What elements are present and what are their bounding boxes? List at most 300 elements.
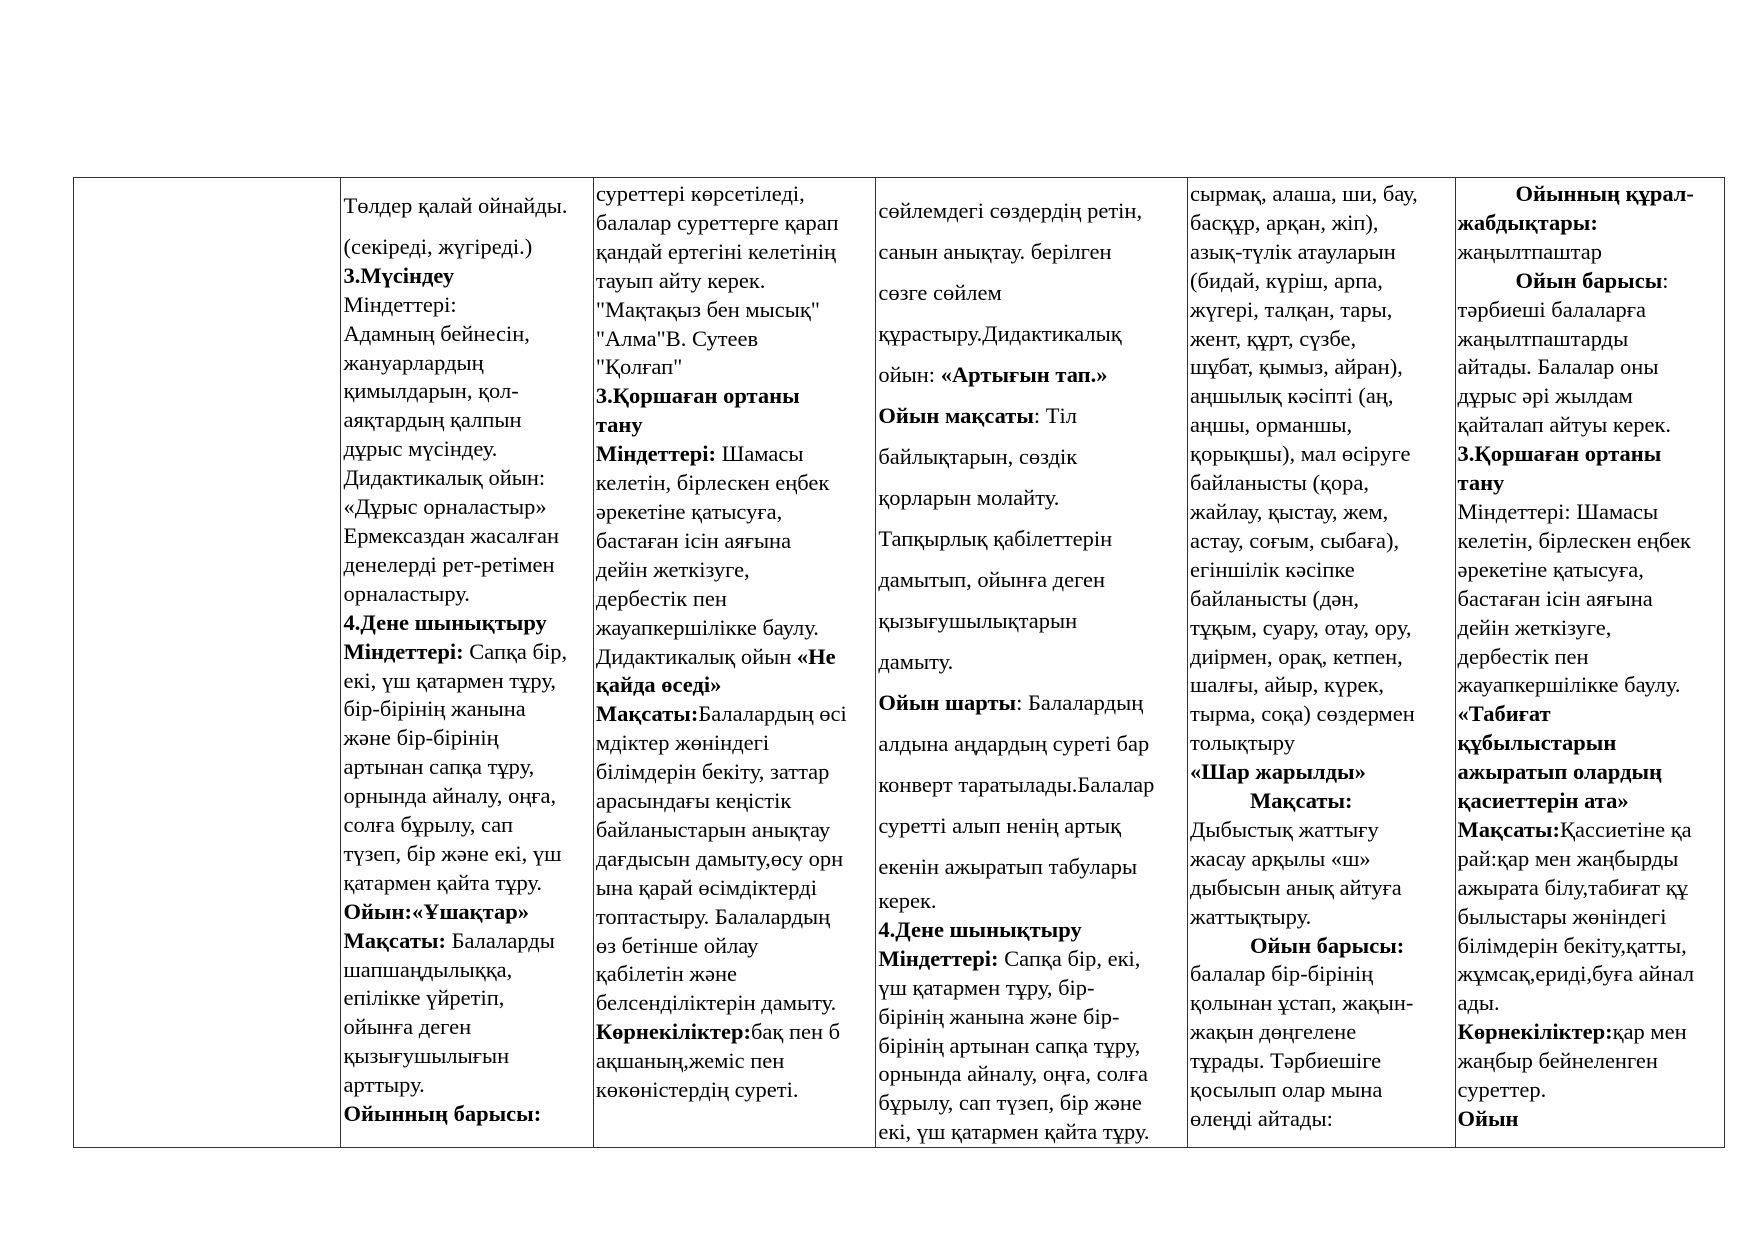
bold-text: құбылыстарын (1457, 730, 1617, 756)
text-line (1190, 440, 1452, 469)
plain-text: дамытып, ойынға деген (878, 567, 1106, 592)
text-line (1458, 816, 1723, 845)
plain-text: байланысты (қора, (1190, 470, 1369, 496)
text-line (343, 753, 590, 782)
text-line (1190, 1018, 1452, 1047)
bold-text: Ойын шарты (878, 690, 1017, 715)
table-row (74, 178, 1725, 1148)
text-line (878, 1003, 1185, 1032)
plain-text: бірінің жанына және бір- (878, 1003, 1120, 1029)
plain-text: ақшаның,жеміс пен (595, 1048, 785, 1074)
plain-text: ады. (1457, 990, 1500, 1016)
plain-text: екі, үш қатармен тұру, (343, 667, 556, 693)
text-line (1458, 989, 1723, 1018)
plain-text: сөзге сөйлем (878, 280, 1002, 305)
bold-text: Ойын барысы: (1250, 932, 1405, 958)
plain-text: дұрыс әрі жылдам (1457, 383, 1633, 409)
table-cell-5 (1188, 178, 1455, 1148)
text-line (596, 1076, 874, 1105)
plain-text: жауапкершілікке баулу. (595, 614, 819, 640)
text-line (1458, 325, 1723, 354)
text-line (1458, 440, 1723, 469)
text-line (1458, 353, 1723, 382)
plain-text: Міндеттері: Шамасы (1457, 498, 1659, 524)
text-line (878, 945, 1185, 974)
plain-text: қызығушылығын (343, 1043, 510, 1069)
bold-text: 4.Дене шынықтыру (343, 609, 547, 635)
plain-text: бірінің артынан сапқа тұру, (878, 1032, 1141, 1058)
plain-text: байланыстарын анықтау (595, 816, 831, 842)
text-line (878, 764, 1185, 805)
text-line (878, 313, 1185, 354)
text-line (343, 192, 590, 221)
text-line (1458, 758, 1723, 787)
text-line (878, 1060, 1185, 1089)
plain-text: "Қолғап" (595, 354, 683, 380)
table-cell-6 (1455, 178, 1725, 1148)
text-line (343, 262, 590, 291)
plain-text: жасау арқылы «ш» (1190, 845, 1371, 871)
plain-text: "Мақтақыз бен мысық" (595, 296, 820, 322)
plain-text: тәрбиеші балаларға (1457, 296, 1646, 322)
plain-text: суретті алып ненің артық (878, 813, 1122, 838)
plain-text: қабілетін және (595, 961, 737, 987)
plain-text: және бір-бірінің (343, 725, 499, 751)
plain-text: Дидактикалық ойын: (343, 465, 546, 491)
text-line (1458, 411, 1723, 440)
text-line (1190, 614, 1452, 643)
text-line (878, 180, 1185, 190)
plain-text: Қассиетіне қа (1560, 816, 1692, 842)
text-line (1190, 932, 1452, 961)
plain-text: байланысты (дән, (1190, 585, 1360, 611)
plain-text: топтастыру. Балалардың (595, 903, 831, 929)
bold-text: Мақсаты: (1250, 788, 1353, 814)
plain-text: ына қарай өсімдіктерді (595, 874, 817, 900)
plain-text: қатармен қайта тұру. (343, 869, 543, 895)
plain-text: суреттер. (1457, 1077, 1547, 1103)
plain-text: құрастыру.Дидактикалық (878, 321, 1122, 346)
plain-text: керек. (878, 888, 937, 913)
plain-text: азық-түлік атауларын (1190, 238, 1396, 264)
text-line (596, 1047, 874, 1076)
plain-text: сырмақ, алаша, ши, бау, (1190, 181, 1418, 206)
text-line (878, 190, 1185, 231)
text-line (596, 1018, 874, 1047)
plain-text: Ермексаздан жасалған (343, 522, 559, 548)
plain-text: Сапқа бір, екі, (998, 945, 1141, 971)
bold-text: Ойынның құрал- (1515, 181, 1694, 206)
text-line (1190, 296, 1452, 325)
bold-text: ажыратып олардың (1457, 759, 1662, 785)
bold-text: Ойынның барысы: (343, 1101, 542, 1127)
text-line (343, 406, 590, 435)
text-line (343, 551, 590, 580)
plain-text: шұбат, қымыз, айран), (1190, 354, 1403, 380)
plain-text: Шамасы (716, 441, 804, 467)
plain-text: артынан сапқа тұру, (343, 754, 535, 780)
plain-text: арттыру. (343, 1072, 425, 1098)
plain-text: аяқтардың қалпын (343, 407, 522, 433)
text-line (596, 585, 874, 614)
text-line (878, 518, 1185, 559)
text-line (343, 984, 590, 1013)
text-line (596, 787, 874, 816)
text-line (878, 916, 1185, 945)
text-line (1190, 527, 1452, 556)
bold-text: тану (595, 412, 643, 438)
plain-text: орналастыру. (343, 580, 470, 606)
plain-text: рай:қар мен жаңбырды (1457, 845, 1679, 871)
plain-text: ойынға деген (343, 1014, 472, 1040)
text-line (596, 498, 874, 527)
text-line (1190, 498, 1452, 527)
text-line (1458, 845, 1723, 874)
plain-text: әрекетіне қатысуға, (1457, 556, 1644, 582)
plain-text: аңшы, орманшы, (1190, 412, 1353, 438)
text-line (343, 377, 590, 406)
text-line (1458, 1105, 1723, 1134)
text-line (1458, 180, 1723, 209)
text-line (1458, 671, 1723, 700)
text-line (343, 869, 590, 898)
text-line (1458, 874, 1723, 903)
plain-text: қызығушылықтарын (878, 608, 1078, 633)
plain-text: білімдерін бекіту, заттар (595, 759, 830, 785)
text-line (1190, 816, 1452, 845)
bold-text: Ойын барысы (1515, 267, 1663, 293)
plain-text: қорларын молайту. (878, 485, 1060, 510)
plain-text: денелерді рет-ретімен (343, 551, 555, 577)
text-line (878, 682, 1185, 723)
plain-text: конверт таратылады.Балалар (878, 772, 1155, 797)
text-line (343, 927, 590, 956)
text-line (596, 960, 874, 989)
bold-text: 3.Қоршаған ортаны (1457, 441, 1662, 467)
plain-text: жаттықтыру. (1190, 903, 1312, 929)
plain-text: өлеңді айтады: (1190, 1106, 1333, 1131)
plain-text: қар мен (1612, 1019, 1687, 1045)
text-line (1190, 671, 1452, 700)
text-line (596, 758, 874, 787)
plain-text: жент, құрт, сүзбе, (1190, 325, 1357, 351)
plain-text: айтады. Балалар оны (1457, 354, 1659, 380)
text-line (343, 522, 590, 551)
plain-text: орнында айналу, оңға, (343, 783, 557, 809)
text-line (343, 1013, 590, 1042)
plain-text: Балаларды (445, 927, 555, 953)
text-line (596, 296, 874, 325)
plain-text: қосылып олар мына (1190, 1077, 1383, 1103)
bold-text: Міндеттері: (595, 441, 716, 467)
text-line (1190, 787, 1452, 816)
plain-text: байлықтарын, сөздік (878, 444, 1078, 469)
plain-text: (бидай, күріш, арпа, (1190, 267, 1383, 293)
plain-text: тауып айту керек. (595, 267, 766, 293)
text-line (878, 887, 1185, 916)
bold-text: Мақсаты: (1457, 816, 1560, 842)
plain-text: тырма, соқа) сөздермен (1190, 701, 1415, 727)
text-line (343, 233, 590, 262)
text-line (1458, 527, 1723, 556)
text-line (878, 395, 1185, 436)
text-line (343, 811, 590, 840)
text-line (1458, 787, 1723, 816)
plain-text: (секіреді, жүгіреді.) (343, 233, 533, 259)
text-line (596, 816, 874, 845)
text-line (1190, 180, 1452, 209)
plain-text: дыбысын анық айтуға (1190, 874, 1402, 900)
plain-text: көкөністердің суреті. (595, 1077, 799, 1103)
plain-text: қандай ертегіні келетінің (595, 238, 837, 264)
text-line (1190, 353, 1452, 382)
text-line (878, 477, 1185, 518)
table-cell-4 (876, 178, 1188, 1148)
bold-text: тану (1457, 470, 1505, 496)
bold-text: Міндеттері: (343, 638, 464, 664)
text-line (596, 874, 874, 903)
text-line (1190, 469, 1452, 498)
plain-text: жаңылтпаштар (1457, 238, 1602, 264)
text-line (1190, 758, 1452, 787)
plain-text: Тапқырлық қабілеттерін (878, 526, 1113, 551)
plain-text: былыстары жөніндегі (1457, 903, 1667, 929)
text-line (1458, 1018, 1723, 1047)
text-line (596, 382, 874, 411)
plain-text: жүгері, талқан, тары, (1190, 296, 1393, 322)
plain-text: санын анықтау. берілген (878, 239, 1112, 264)
plain-text: түзеп, бір және екі, үш (343, 840, 562, 866)
text-line (343, 1071, 590, 1100)
plain-text: тұрады. Тәрбиешіге (1190, 1048, 1382, 1074)
text-line (596, 932, 874, 961)
text-line (878, 600, 1185, 641)
text-line (343, 695, 590, 724)
text-line (343, 724, 590, 753)
plain-text: шапшаңдылыққа, (343, 956, 513, 982)
table-cell-2 (341, 178, 593, 1148)
plain-text: Дыбыстық жаттығу (1190, 816, 1379, 842)
bold-text: 4.Дене шынықтыру (878, 916, 1082, 942)
plain-text: үш қатармен тұру, бір- (878, 974, 1095, 1000)
text-line (1458, 267, 1723, 296)
text-line (596, 267, 874, 296)
text-line (1458, 296, 1723, 325)
text-line (1190, 1076, 1452, 1105)
text-line (343, 898, 590, 927)
bold-text: 3.Мүсіндеу (343, 262, 455, 288)
text-line (596, 440, 874, 469)
text-line (596, 209, 874, 238)
plain-text: белсенділіктерін дамыту. (595, 990, 837, 1016)
text-line (1190, 325, 1452, 354)
plain-text: бұрылу, сап түзеп, бір және (878, 1090, 1142, 1116)
plain-text: арасындағы кеңістік (595, 788, 792, 814)
bold-text: қайда өседі» (595, 672, 722, 698)
text-line (1458, 498, 1723, 527)
text-line (596, 238, 874, 267)
plain-text: мдіктер жөніндегі (595, 730, 770, 756)
text-line (343, 638, 590, 667)
plain-text: басқұр, арқан, жіп), (1190, 209, 1379, 235)
text-line (1190, 1047, 1452, 1076)
text-line (878, 272, 1185, 313)
plain-text: Дидактикалық ойын (595, 643, 797, 669)
text-line (1458, 469, 1723, 498)
plain-text: толықтыру (1190, 730, 1295, 756)
text-line (878, 1118, 1185, 1147)
text-line (596, 469, 874, 498)
text-line (1190, 382, 1452, 411)
bold-text: Мақсаты: (595, 701, 699, 727)
table-cell-1 (74, 178, 341, 1148)
text-line (1190, 556, 1452, 585)
plain-text: дербестік пен (1457, 643, 1589, 669)
text-line (878, 723, 1185, 764)
text-line (878, 1089, 1185, 1118)
text-line (343, 349, 590, 378)
plain-text: жаңылтпаштарды (1457, 325, 1629, 351)
plain-text: "Алма"В. Сутеев (595, 325, 759, 351)
plain-text: Төлдер қалай ойнайды. (343, 193, 568, 218)
bold-text: жабдықтары: (1457, 209, 1598, 235)
plain-text: дағдысын дамыту,өсу орн (595, 845, 844, 871)
bold-text: қасиеттерін ата» (1457, 788, 1629, 814)
bold-text: Ойын (1457, 1106, 1519, 1131)
text-line (596, 845, 874, 874)
plain-text: ойын: (878, 362, 941, 387)
plain-text: дейін жеткізуге, (595, 556, 750, 582)
text-line (1458, 614, 1723, 643)
plain-text: : (1662, 267, 1669, 293)
text-line (1190, 585, 1452, 614)
text-line (1190, 729, 1452, 758)
bold-text: Көрнекіліктер: (1457, 1019, 1613, 1045)
plain-text: өз бетінше ойлау (595, 932, 759, 958)
text-line (1190, 700, 1452, 729)
plain-text: жұмсақ,ериді,буға айнал (1457, 961, 1695, 987)
bold-text: «Табиғат (1457, 701, 1551, 727)
plain-text: аңшылық кәсіпті (аң, (1190, 383, 1394, 409)
text-line (1458, 729, 1723, 758)
plain-text: келетін, бірлескен еңбек (595, 470, 830, 496)
text-line (343, 493, 590, 522)
text-line (596, 527, 874, 556)
plain-text: жайлау, қыстау, жем, (1190, 498, 1389, 524)
text-line (343, 580, 590, 609)
text-line (1458, 382, 1723, 411)
text-line (1190, 267, 1452, 296)
plain-text: «Дұрыс орналастыр» (343, 494, 547, 520)
text-line (1190, 411, 1452, 440)
text-line (596, 411, 874, 440)
text-line (343, 956, 590, 985)
plain-text: екенін ажыратып табулары (878, 854, 1138, 879)
text-line (596, 614, 874, 643)
plain-text: бастаған ісін аяғына (595, 527, 792, 553)
text-line (1458, 643, 1723, 672)
plain-text: дамыту. (878, 649, 954, 674)
text-line (343, 609, 590, 638)
bold-text: Ойын:«Ұшақтар» (343, 898, 529, 924)
text-line (1190, 209, 1452, 238)
plain-text: тұқым, суару, отау, ору, (1190, 614, 1412, 640)
text-line (1190, 845, 1452, 874)
plain-text: сөйлемдегі сөздердің ретін, (878, 198, 1143, 223)
text-line (1458, 238, 1723, 267)
text-line (343, 435, 590, 464)
plain-text: жаңбыр бейнеленген (1457, 1048, 1658, 1074)
text-line (878, 559, 1185, 600)
text-line (878, 231, 1185, 272)
plain-text: әрекетіне қатысуға, (595, 498, 783, 524)
plain-text: : Балалардың (1016, 690, 1144, 715)
text-line (596, 556, 874, 585)
text-line (1190, 874, 1452, 903)
text-line (1458, 960, 1723, 989)
text-line (596, 671, 874, 700)
text-line (878, 846, 1185, 887)
text-line (1458, 1047, 1723, 1076)
bold-text: Көрнекіліктер: (595, 1019, 751, 1045)
text-line (596, 325, 874, 354)
plain-text: ажырата білу,табиғат құ (1457, 874, 1688, 900)
plain-text: егіншілік кәсіпке (1190, 556, 1355, 582)
plain-text: жақын дөңгелене (1190, 1019, 1357, 1045)
plain-text: диірмен, орақ, кетпен, (1190, 643, 1403, 669)
plain-text: Адамның бейнесін, (343, 320, 530, 346)
plain-text: бастаған ісін аяғына (1457, 585, 1653, 611)
plain-text: солға бұрылу, сап (343, 812, 513, 838)
plain-text: Міндеттері: (343, 291, 457, 317)
text-line (878, 805, 1185, 846)
text-line (1458, 1076, 1723, 1105)
plain-text: балалар бір-бірінің (1190, 961, 1374, 987)
plain-text: алдына аңдардың суреті бар (878, 731, 1150, 756)
text-line (596, 700, 874, 729)
plain-text: дейін жеткізуге, (1457, 614, 1612, 640)
plain-text: орнында айналу, оңға, солға (878, 1061, 1148, 1087)
plain-text: жануарлардың (343, 349, 484, 375)
plain-text: қорықшы), мал өсіруге (1190, 441, 1411, 467)
plain-text: шалғы, айыр, күрек, (1190, 672, 1384, 698)
text-line (596, 353, 874, 382)
text-line (343, 464, 590, 493)
text-line (343, 667, 590, 696)
plain-text: келетін, бірлескен еңбек (1457, 527, 1691, 553)
text-line (878, 1032, 1185, 1061)
plain-text: қайталап айтуы керек. (1457, 412, 1672, 438)
table-cell-3 (593, 178, 876, 1148)
bold-text: 3.Қоршаған ортаны (595, 383, 800, 409)
plain-text: Балалардың өсі (698, 701, 847, 727)
plain-text: екі, үш қатармен қайта тұру. (878, 1119, 1150, 1145)
plain-text: бақ пен б (750, 1019, 841, 1045)
text-line (343, 291, 590, 320)
text-line (596, 989, 874, 1018)
plain-text: жауапкершілікке баулу. (1457, 672, 1681, 698)
text-line (1190, 903, 1452, 932)
plain-text: епілікке үйретіп, (343, 985, 505, 1011)
text-line (1190, 960, 1452, 989)
plain-text: дұрыс мүсіндеу. (343, 436, 498, 462)
plain-text: білімдерін бекіту,қатты, (1457, 932, 1687, 958)
text-line (343, 840, 590, 869)
text-line (1458, 700, 1723, 729)
text-line (1190, 989, 1452, 1018)
plain-text: бір-бірінің жанына (343, 696, 526, 722)
text-line (1458, 585, 1723, 614)
